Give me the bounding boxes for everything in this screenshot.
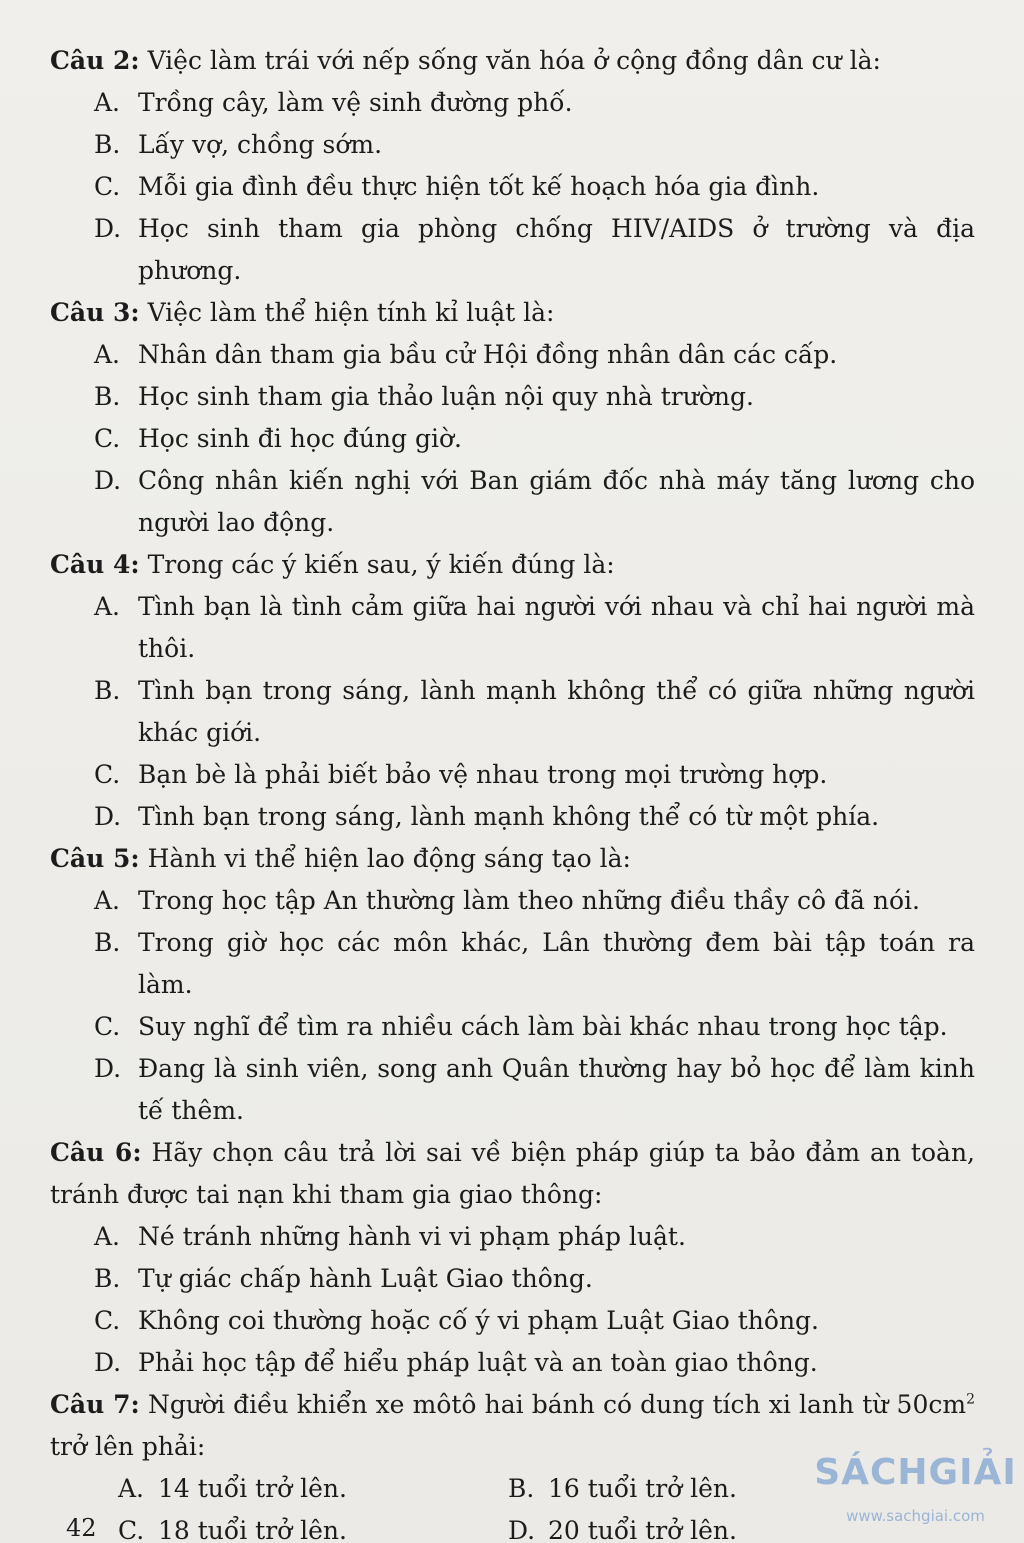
- question-number: Câu 6:: [50, 1138, 142, 1167]
- option-d: [50, 460, 975, 544]
- option-letter: C.: [94, 424, 121, 453]
- option-d: [50, 796, 975, 838]
- option-letter: D.: [94, 214, 122, 243]
- option-text: Tình bạn là tình cảm giữa hai người với nhau và chỉ hai người mà thôi.: [138, 592, 975, 663]
- option-text: Lấy vợ, chồng sớm.: [138, 130, 383, 159]
- option-text: Trong học tập An thường làm theo những điều thầy cô đã nói.: [138, 886, 920, 915]
- option-b: [50, 376, 975, 418]
- option-list: [50, 82, 975, 292]
- option-letter: D.: [508, 1516, 536, 1543]
- option-text: Học sinh đi học đúng giờ.: [138, 424, 462, 453]
- option-letter: C.: [94, 760, 121, 789]
- option-letter: B.: [94, 130, 121, 159]
- option-letter: B.: [94, 928, 121, 957]
- option-a: [50, 334, 975, 376]
- option-text: Bạn bè là phải biết bảo vệ nhau trong mọi trường hợp.: [138, 760, 828, 789]
- option-text: 18 tuổi trở lên.: [158, 1516, 347, 1543]
- option-text: Nhân dân tham gia bầu cử Hội đồng nhân dân các cấp.: [138, 340, 838, 369]
- option-text: Suy nghĩ để tìm ra nhiều cách làm bài khác nhau trong học tập.: [138, 1012, 948, 1041]
- option-letter: C.: [118, 1516, 145, 1543]
- option-list: [50, 334, 975, 544]
- option-letter: D.: [94, 802, 122, 831]
- option-letter: D.: [94, 1348, 122, 1377]
- option-letter: B.: [94, 1264, 121, 1293]
- option-list: [50, 586, 975, 838]
- option-text: Né tránh những hành vi vi phạm pháp luật.: [138, 1222, 686, 1251]
- superscript-exponent: 2: [966, 1391, 975, 1408]
- option-c: [50, 754, 975, 796]
- option-c: [50, 166, 975, 208]
- page-number: 42: [66, 1514, 97, 1542]
- option-letter: B.: [508, 1474, 535, 1503]
- question-text: Trong các ý kiến sau, ý kiến đúng là:: [147, 550, 615, 579]
- question-5: [50, 838, 975, 1132]
- option-letter: A.: [118, 1474, 145, 1503]
- question-number: Câu 4:: [50, 550, 140, 579]
- option-b: [50, 1258, 975, 1300]
- option-list: [50, 880, 975, 1132]
- question-number: Câu 5:: [50, 844, 140, 873]
- option-text: Công nhân kiến nghị với Ban giám đốc nhà máy tăng lương cho người lao động.: [138, 466, 975, 537]
- question-stem: [50, 292, 975, 334]
- option-a: [50, 1216, 975, 1258]
- question-number: Câu 2:: [50, 46, 140, 75]
- option-d: [50, 1342, 975, 1384]
- option-text: 20 tuổi trở lên.: [548, 1516, 737, 1543]
- option-d: [50, 1048, 975, 1132]
- option-letter: C.: [94, 1012, 121, 1041]
- option-c: [118, 1510, 508, 1543]
- option-letter: C.: [94, 172, 121, 201]
- option-text: Đang là sinh viên, song anh Quân thường hay bỏ học để làm kinh tế thêm.: [138, 1054, 975, 1125]
- option-letter: A.: [94, 1222, 121, 1251]
- option-a: [50, 586, 975, 670]
- option-text: Học sinh tham gia thảo luận nội quy nhà trường.: [138, 382, 754, 411]
- option-text: Tình bạn trong sáng, lành mạnh không thể có từ một phía.: [138, 802, 880, 831]
- question-text: Việc làm trái với nếp sống văn hóa ở cộng đồng dân cư là:: [147, 46, 881, 75]
- question-text: Hãy chọn câu trả lời sai về biện pháp giúp ta bảo đảm an toàn, tránh được tai nạn khi tham gia giao thông:: [50, 1138, 975, 1209]
- option-letter: A.: [94, 886, 121, 915]
- question-stem: [50, 1132, 975, 1216]
- watermark-logo: [813, 1440, 1018, 1526]
- option-a: [50, 82, 975, 124]
- option-text: Không coi thường hoặc cố ý vi phạm Luật Giao thông.: [138, 1306, 819, 1335]
- question-stem: [50, 40, 975, 82]
- option-c: [50, 1006, 975, 1048]
- question-stem: [50, 544, 975, 586]
- option-a: [50, 880, 975, 922]
- option-letter: A.: [94, 340, 121, 369]
- option-text: Tự giác chấp hành Luật Giao thông.: [138, 1264, 593, 1293]
- option-text: Trồng cây, làm vệ sinh đường phố.: [138, 88, 573, 117]
- option-letter: C.: [94, 1306, 121, 1335]
- question-text: Việc làm thể hiện tính kỉ luật là:: [147, 298, 555, 327]
- option-list: [50, 1216, 975, 1384]
- option-text: 14 tuổi trở lên.: [158, 1474, 347, 1503]
- question-text-end: trở lên phải:: [50, 1432, 206, 1461]
- watermark-url: www.sachgiai.com: [846, 1507, 985, 1525]
- question-text: Người điều khiển xe môtô hai bánh có dung tích xi lanh từ 50cm: [147, 1390, 967, 1419]
- option-a: [118, 1468, 508, 1510]
- option-b: [50, 922, 975, 1006]
- option-c: [50, 418, 975, 460]
- option-b: [50, 124, 975, 166]
- question-number: Câu 7:: [50, 1390, 140, 1419]
- option-b: [50, 670, 975, 754]
- option-letter: A.: [94, 88, 121, 117]
- option-d: [50, 208, 975, 292]
- option-text: Tình bạn trong sáng, lành mạnh không thể có giữa những người khác giới.: [138, 676, 975, 747]
- option-letter: D.: [94, 466, 122, 495]
- option-c: [50, 1300, 975, 1342]
- question-text: Hành vi thể hiện lao động sáng tạo là:: [147, 844, 631, 873]
- option-letter: A.: [94, 592, 121, 621]
- option-letter: B.: [94, 382, 121, 411]
- option-text: 16 tuổi trở lên.: [548, 1474, 737, 1503]
- question-2: [50, 40, 975, 292]
- question-4: [50, 544, 975, 838]
- question-3: [50, 292, 975, 544]
- option-text: Mỗi gia đình đều thực hiện tốt kế hoạch hóa gia đình.: [138, 172, 820, 201]
- watermark-brand: SÁCHGIẢI: [814, 1452, 1017, 1493]
- question-stem: [50, 838, 975, 880]
- option-text: Học sinh tham gia phòng chống HIV/AIDS ở trường và địa phương.: [138, 214, 975, 285]
- question-number: Câu 3:: [50, 298, 140, 327]
- option-letter: D.: [94, 1054, 122, 1083]
- option-text: Phải học tập để hiểu pháp luật và an toàn giao thông.: [138, 1348, 818, 1377]
- question-6: [50, 1132, 975, 1384]
- option-letter: B.: [94, 676, 121, 705]
- option-text: Trong giờ học các môn khác, Lân thường đem bài tập toán ra làm.: [138, 928, 975, 999]
- question-list: [50, 40, 975, 1543]
